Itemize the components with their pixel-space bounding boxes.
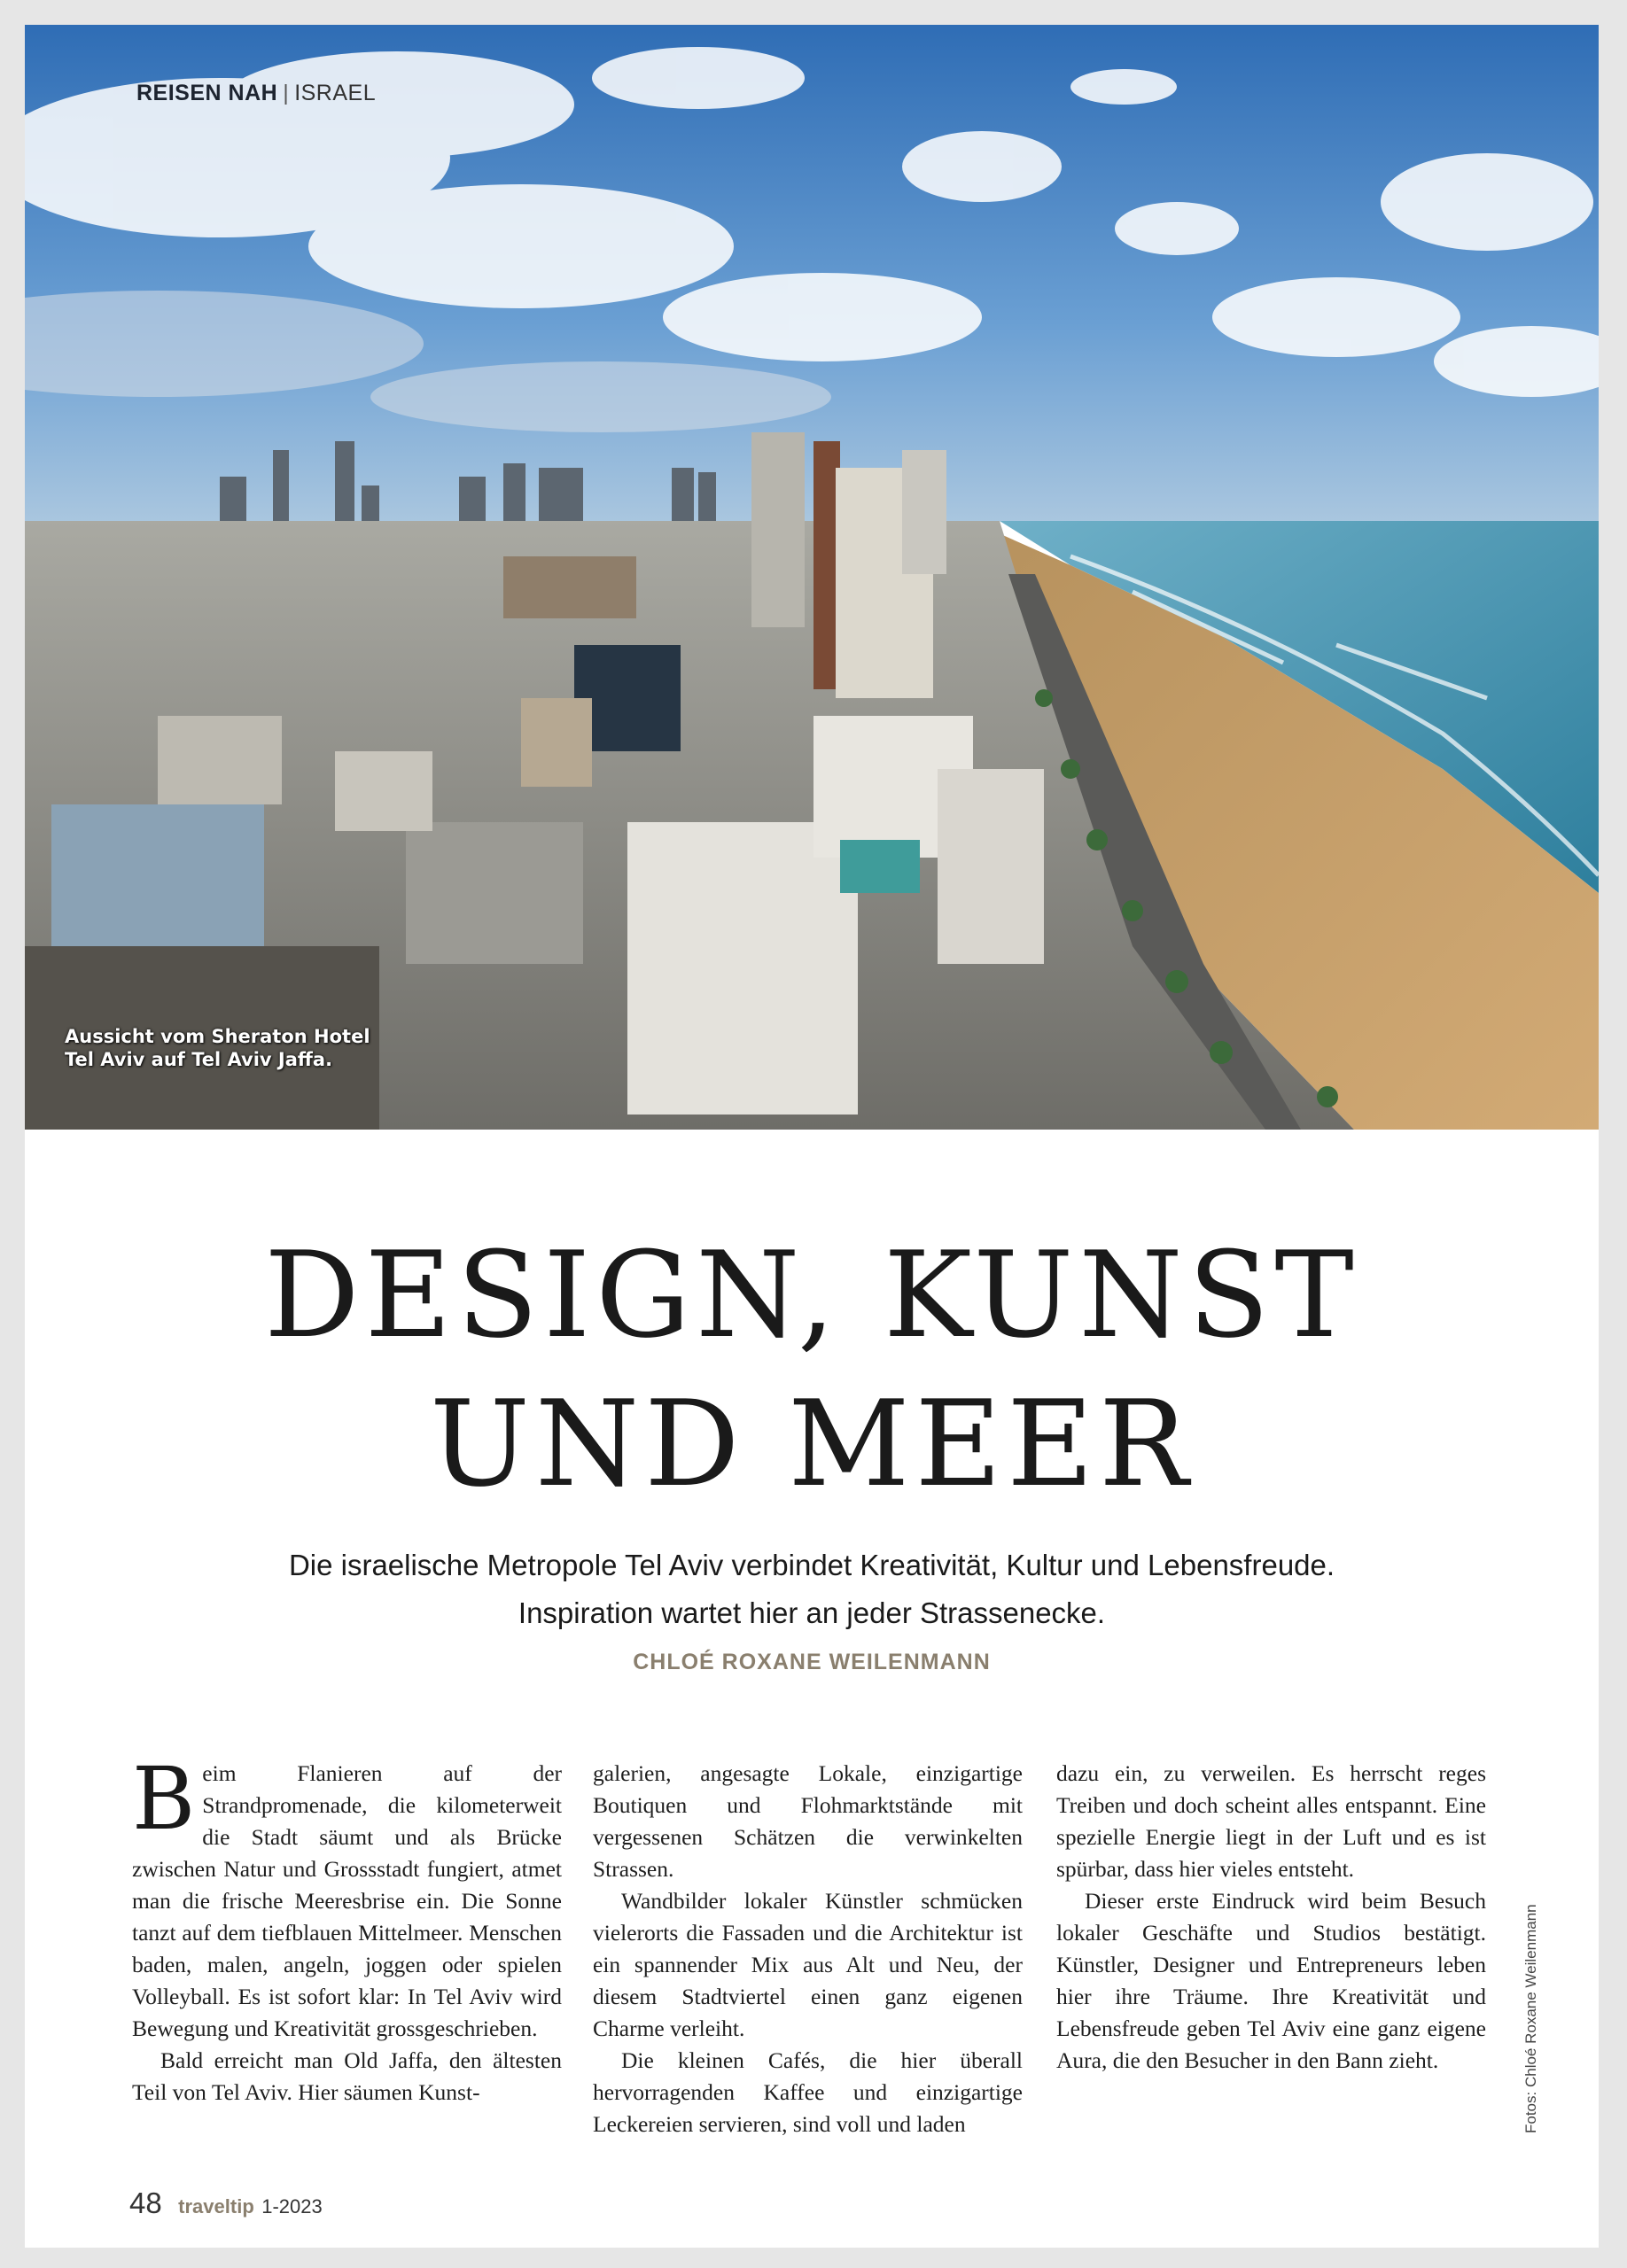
hero-photo bbox=[25, 25, 1599, 1130]
section-tag bbox=[136, 81, 376, 106]
paragraph: Dieser erste Eindruck wird beim Besuch lokaler Geschäfte und Studios bestätigt. Künstler, Designer und Entrepreneurs leben hier ihre Träume. Ihre Kreativität und Lebensfreude geben Tel Aviv eine ganz eigene Aura, die den Besucher in den Bann zieht. bbox=[1056, 1888, 1486, 2073]
section-label: REISEN NAH bbox=[136, 81, 278, 105]
article-title bbox=[25, 1221, 1599, 1518]
article-lead bbox=[25, 1542, 1599, 1637]
paragraph: galerien, angesagte Lokale, einzigartige Boutiquen und Flohmarktstände mit vergessenen Schätzen die verwinkelten Strassen. bbox=[593, 1760, 1023, 1882]
page-footer bbox=[129, 2186, 323, 2220]
author-byline: CHLOÉ ROXANE WEILENMANN bbox=[633, 1650, 991, 1674]
region-label: ISRAEL bbox=[294, 81, 377, 105]
text-column-2 bbox=[593, 1758, 1023, 2140]
lead-line-2: Inspiration wartet hier an jeder Strassenecke. bbox=[518, 1596, 1106, 1629]
paragraph-text: eim Flanieren auf der Strandpromenade, die kilometerweit die Stadt säumt und als Brücke zwischen Natur und Grossstadt fungiert, atmet man die frische Meeresbrise ein. Die Sonne tanzt auf dem tiefblauen Mittelmeer. Menschen baden, malen, angeln, joggen oder spielen Volleyball. Es ist sofort klar: In Tel Aviv wird Bewegung und Kreativität grossgeschrieben. bbox=[132, 1760, 562, 2041]
section-separator: | bbox=[283, 81, 290, 105]
lead-line-1: Die israelische Metropole Tel Aviv verbindet Kreativität, Kultur und Lebensfreude. bbox=[288, 1549, 1335, 1581]
paragraph bbox=[132, 1749, 562, 2045]
paragraph: Die kleinen Cafés, die hier überall hervorragenden Kaffee und einzigartige Leckereien servieren, sind voll und laden bbox=[593, 2047, 1023, 2137]
text-column-1 bbox=[132, 1749, 562, 2109]
drop-cap: B bbox=[132, 1749, 196, 1849]
paragraph: Bald erreicht man Old Jaffa, den ältesten Teil von Tel Aviv. Hier säumen Kunst- bbox=[132, 2047, 562, 2105]
title-line-1: DESIGN, KUNST bbox=[264, 1226, 1359, 1364]
issue-number: 1-2023 bbox=[261, 2195, 323, 2218]
paragraph: Wandbilder lokaler Künstler schmücken vielerorts die Fassaden und die Architektur ist ein spannender Mix aus Alt und Neu, der diesem Stadtviertel einen ganz eigenen Charme verleiht. bbox=[593, 1888, 1023, 2041]
tel-aviv-skyline-image bbox=[25, 25, 1599, 1130]
magazine-name: traveltip bbox=[178, 2195, 254, 2218]
text-column-3 bbox=[1056, 1758, 1486, 2077]
photo-credit: Fotos: Chloé Roxane Weilenmann bbox=[1522, 1904, 1539, 2133]
photo-caption: Aussicht vom Sheraton Hotel Tel Aviv auf Tel Aviv Jaffa. bbox=[65, 1026, 370, 1070]
title-line-2: UND MEER bbox=[430, 1375, 1194, 1513]
magazine-page bbox=[25, 25, 1599, 2248]
page-number: 48 bbox=[129, 2186, 162, 2219]
paragraph: dazu ein, zu verweilen. Es herrscht reges Treiben und doch scheint alles entspannt. Eine spezielle Energie liegt in der Luft und es ist spürbar, dass hier vieles entsteht. bbox=[1056, 1760, 1486, 1882]
